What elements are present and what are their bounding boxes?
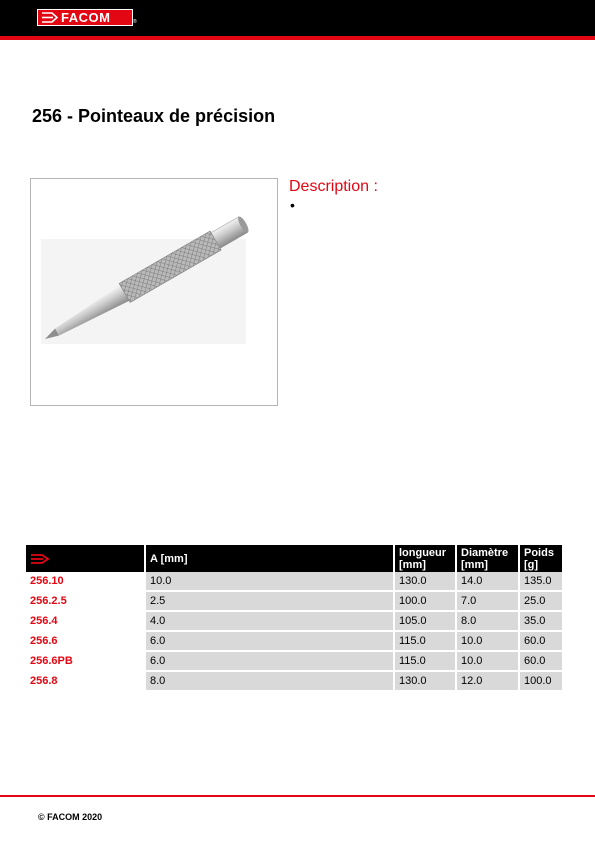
reference-link[interactable]: 256.8 bbox=[26, 671, 145, 691]
table-row bbox=[26, 651, 562, 671]
product-table bbox=[26, 545, 562, 692]
cell-a: 4.0 bbox=[145, 611, 394, 631]
cell-a: 2.5 bbox=[145, 591, 394, 611]
reference-link[interactable]: 256.6PB bbox=[26, 651, 145, 671]
cell-diameter: 10.0 bbox=[456, 651, 519, 671]
table-row bbox=[26, 611, 562, 631]
product-image bbox=[30, 178, 278, 406]
column-header-weight: Poids [g] bbox=[519, 545, 562, 572]
page-title: 256 - Pointeaux de précision bbox=[32, 106, 276, 126]
cell-weight: 60.0 bbox=[519, 651, 562, 671]
cell-a: 6.0 bbox=[145, 631, 394, 651]
cell-weight: 25.0 bbox=[519, 591, 562, 611]
center-punch-photo bbox=[31, 179, 279, 407]
logo-registered-mark: ® bbox=[133, 19, 137, 25]
cell-length: 115.0 bbox=[394, 651, 456, 671]
cell-length: 130.0 bbox=[394, 671, 456, 691]
cell-length: 105.0 bbox=[394, 611, 456, 631]
cell-diameter: 10.0 bbox=[456, 631, 519, 651]
footer-accent-line bbox=[0, 795, 595, 797]
cell-length: 130.0 bbox=[394, 572, 456, 591]
cell-weight: 135.0 bbox=[519, 572, 562, 591]
table-row bbox=[26, 631, 562, 651]
description-label: Description : bbox=[289, 178, 378, 195]
table-row bbox=[26, 671, 562, 691]
header-accent-line bbox=[0, 36, 595, 40]
table-row bbox=[26, 591, 562, 611]
cell-a: 6.0 bbox=[145, 651, 394, 671]
cell-length: 115.0 bbox=[394, 631, 456, 651]
reference-link[interactable]: 256.4 bbox=[26, 611, 145, 631]
logo-text: FACOM bbox=[61, 10, 111, 25]
table-header-row bbox=[26, 545, 562, 572]
facom-logo[interactable] bbox=[37, 9, 136, 26]
header-bar bbox=[0, 0, 595, 36]
cell-a: 8.0 bbox=[145, 671, 394, 691]
column-header-length: longueur [mm] bbox=[394, 545, 456, 572]
cell-weight: 100.0 bbox=[519, 671, 562, 691]
column-header-diameter: Diamètre [mm] bbox=[456, 545, 519, 572]
description-bullet: • bbox=[290, 197, 295, 213]
reference-link[interactable]: 256.6 bbox=[26, 631, 145, 651]
column-header-a: A [mm] bbox=[145, 545, 394, 572]
copyright-text: © FACOM 2020 bbox=[38, 812, 103, 822]
cell-diameter: 7.0 bbox=[456, 591, 519, 611]
cell-a: 10.0 bbox=[145, 572, 394, 591]
cell-diameter: 8.0 bbox=[456, 611, 519, 631]
cell-weight: 60.0 bbox=[519, 631, 562, 651]
cell-diameter: 12.0 bbox=[456, 671, 519, 691]
table-row bbox=[26, 572, 562, 591]
facom-arrow-icon bbox=[30, 554, 50, 564]
reference-link[interactable]: 256.10 bbox=[26, 572, 145, 591]
column-header-reference bbox=[26, 545, 145, 572]
cell-diameter: 14.0 bbox=[456, 572, 519, 591]
cell-weight: 35.0 bbox=[519, 611, 562, 631]
cell-length: 100.0 bbox=[394, 591, 456, 611]
facom-arrow-icon bbox=[41, 12, 59, 23]
reference-link[interactable]: 256.2.5 bbox=[26, 591, 145, 611]
